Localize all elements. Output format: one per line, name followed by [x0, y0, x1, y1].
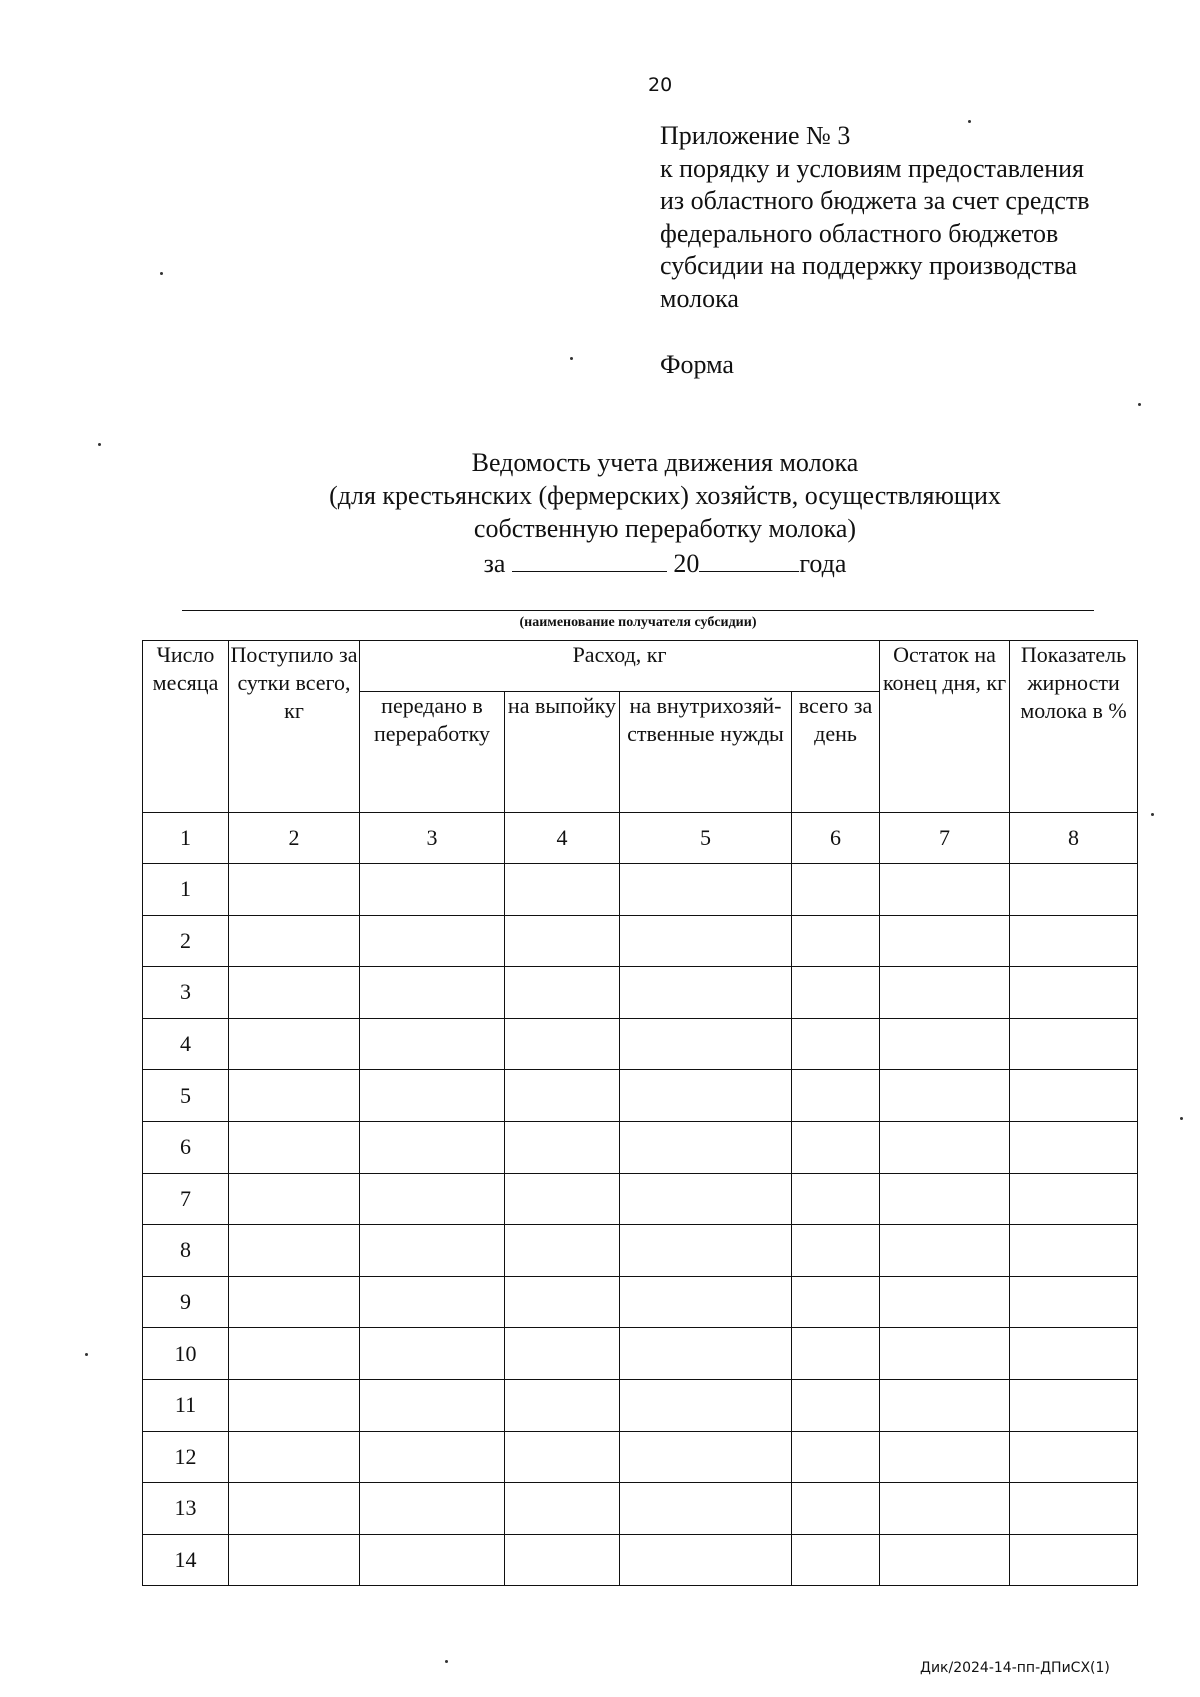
header-balance: Остаток на конец дня, кг — [880, 641, 1010, 813]
entry-cell[interactable] — [880, 1328, 1010, 1380]
column-number: 6 — [792, 813, 880, 864]
entry-cell[interactable] — [792, 1070, 880, 1122]
day-number: 7 — [143, 1173, 229, 1225]
entry-cell[interactable] — [880, 915, 1010, 967]
table-row — [143, 1483, 1138, 1535]
scan-speck — [1151, 813, 1154, 816]
scan-speck — [1180, 1117, 1183, 1120]
entry-cell[interactable] — [1010, 1173, 1138, 1225]
entry-cell[interactable] — [792, 967, 880, 1019]
entry-cell[interactable] — [1010, 1225, 1138, 1277]
entry-cell[interactable] — [360, 1018, 505, 1070]
entry-cell[interactable] — [229, 864, 360, 916]
column-number: 5 — [620, 813, 792, 864]
entry-cell[interactable] — [620, 967, 792, 1019]
entry-cell[interactable] — [792, 1225, 880, 1277]
entry-cell[interactable] — [360, 915, 505, 967]
title-line: (для крестьянских (фермерских) хозяйств, осуществляющих — [329, 481, 1001, 510]
entry-cell[interactable] — [1010, 1018, 1138, 1070]
period-prefix: за — [483, 549, 506, 578]
day-number: 9 — [143, 1276, 229, 1328]
table-row — [143, 1070, 1138, 1122]
entry-cell[interactable] — [880, 1173, 1010, 1225]
day-number: 4 — [143, 1018, 229, 1070]
column-number: 2 — [229, 813, 360, 864]
entry-cell[interactable] — [792, 1379, 880, 1431]
column-number: 4 — [505, 813, 620, 864]
entry-cell[interactable] — [229, 1225, 360, 1277]
day-number: 2 — [143, 915, 229, 967]
table-row — [143, 1534, 1138, 1586]
entry-cell[interactable] — [229, 1121, 360, 1173]
entry-cell[interactable] — [360, 967, 505, 1019]
entry-cell[interactable] — [229, 1483, 360, 1535]
entry-cell[interactable] — [360, 864, 505, 916]
entry-cell[interactable] — [360, 1483, 505, 1535]
header-total-per-day: всего за день — [792, 692, 880, 813]
entry-cell[interactable] — [880, 1483, 1010, 1535]
entry-cell[interactable] — [792, 1483, 880, 1535]
entry-cell[interactable] — [792, 915, 880, 967]
table-row — [143, 1173, 1138, 1225]
document-title — [130, 446, 1200, 580]
milk-movement-table — [142, 640, 1138, 1586]
entry-cell[interactable] — [1010, 1483, 1138, 1535]
day-number: 10 — [143, 1328, 229, 1380]
entry-cell[interactable] — [1010, 864, 1138, 916]
entry-cell[interactable] — [620, 1276, 792, 1328]
day-number: 14 — [143, 1534, 229, 1586]
entry-cell[interactable] — [229, 1173, 360, 1225]
title-line: собственную переработку молока) — [473, 514, 857, 543]
entry-cell[interactable] — [792, 1018, 880, 1070]
form-label: Форма — [660, 350, 734, 379]
entry-cell[interactable] — [229, 1379, 360, 1431]
entry-cell[interactable] — [505, 1276, 620, 1328]
day-number: 5 — [143, 1070, 229, 1122]
header-received: Поступило за сутки всего, кг — [229, 641, 360, 813]
entry-cell[interactable] — [620, 864, 792, 916]
entry-cell[interactable] — [229, 1018, 360, 1070]
table-row — [143, 864, 1138, 916]
entry-cell[interactable] — [505, 967, 620, 1019]
column-number: 3 — [360, 813, 505, 864]
table-row — [143, 1121, 1138, 1173]
entry-cell[interactable] — [229, 915, 360, 967]
table-row — [143, 915, 1138, 967]
appendix-line: к порядку и условиям предоставления — [660, 153, 1085, 183]
appendix-line: субсидии на поддержку производства — [660, 251, 1077, 281]
entry-cell[interactable] — [1010, 967, 1138, 1019]
table-row — [143, 1276, 1138, 1328]
entry-cell[interactable] — [505, 1225, 620, 1277]
table-row — [143, 1018, 1138, 1070]
column-number-row — [143, 813, 1138, 864]
entry-cell[interactable] — [620, 1018, 792, 1070]
entry-cell[interactable] — [620, 1225, 792, 1277]
entry-cell[interactable] — [229, 1328, 360, 1380]
entry-cell[interactable] — [620, 1328, 792, 1380]
period-suffix: года — [799, 549, 847, 578]
page-number: 20 — [648, 74, 673, 96]
entry-cell[interactable] — [792, 1431, 880, 1483]
entry-cell[interactable] — [1010, 1431, 1138, 1483]
entry-cell[interactable] — [1010, 1534, 1138, 1586]
table-row — [143, 1225, 1138, 1277]
column-number: 8 — [1010, 813, 1138, 864]
table-row — [143, 1431, 1138, 1483]
entry-cell[interactable] — [880, 1070, 1010, 1122]
table-row — [143, 1328, 1138, 1380]
scan-speck — [968, 120, 971, 123]
entry-cell[interactable] — [360, 1225, 505, 1277]
entry-cell[interactable] — [360, 1276, 505, 1328]
column-number: 1 — [143, 813, 229, 864]
entry-cell[interactable] — [505, 1328, 620, 1380]
table-row — [143, 967, 1138, 1019]
day-number: 3 — [143, 967, 229, 1019]
entry-cell[interactable] — [792, 1328, 880, 1380]
entry-cell[interactable] — [792, 1121, 880, 1173]
title-line: Ведомость учета движения молока — [471, 448, 859, 477]
entry-cell[interactable] — [620, 1070, 792, 1122]
entry-cell[interactable] — [505, 1173, 620, 1225]
period-month-blank[interactable] — [512, 545, 667, 572]
day-number: 13 — [143, 1483, 229, 1535]
entry-cell[interactable] — [620, 1379, 792, 1431]
header-for-feeding: на выпойку — [505, 692, 620, 813]
header-fat: Показатель жирности молока в % — [1010, 641, 1138, 813]
entry-cell[interactable] — [1010, 915, 1138, 967]
appendix-line: молока — [660, 283, 739, 313]
entry-cell[interactable] — [620, 1431, 792, 1483]
entry-cell[interactable] — [880, 864, 1010, 916]
day-number: 6 — [143, 1121, 229, 1173]
entry-cell[interactable] — [620, 1483, 792, 1535]
entry-cell[interactable] — [1010, 1121, 1138, 1173]
entry-cell[interactable] — [880, 1225, 1010, 1277]
entry-cell[interactable] — [880, 1379, 1010, 1431]
entry-cell[interactable] — [505, 1483, 620, 1535]
header-day: Число месяца — [143, 641, 229, 813]
entry-cell[interactable] — [620, 1173, 792, 1225]
column-number: 7 — [880, 813, 1010, 864]
entry-cell[interactable] — [229, 1534, 360, 1586]
scan-speck — [98, 443, 101, 446]
entry-cell[interactable] — [505, 1018, 620, 1070]
entry-cell[interactable] — [1010, 1379, 1138, 1431]
entry-cell[interactable] — [792, 864, 880, 916]
day-number: 12 — [143, 1431, 229, 1483]
entry-cell[interactable] — [1010, 1276, 1138, 1328]
entry-cell[interactable] — [792, 1276, 880, 1328]
header-internal-needs: на внутрихозяй-ственные нужды — [620, 692, 792, 813]
entry-cell[interactable] — [792, 1534, 880, 1586]
entry-cell[interactable] — [880, 1431, 1010, 1483]
entry-cell[interactable] — [880, 1276, 1010, 1328]
entry-cell[interactable] — [505, 1379, 620, 1431]
day-number: 11 — [143, 1379, 229, 1431]
appendix-line: из областного бюджета за счет средств — [660, 186, 1090, 216]
entry-cell[interactable] — [505, 1121, 620, 1173]
appendix-line: федерального областного бюджетов — [660, 218, 1059, 248]
appendix-heading — [660, 120, 1090, 316]
entry-cell[interactable] — [505, 1534, 620, 1586]
entry-cell[interactable] — [620, 915, 792, 967]
entry-cell[interactable] — [1010, 1070, 1138, 1122]
entry-cell[interactable] — [360, 1328, 505, 1380]
scan-speck — [570, 357, 573, 360]
entry-cell[interactable] — [880, 967, 1010, 1019]
period-year-blank[interactable] — [699, 545, 799, 572]
entry-cell[interactable] — [360, 1431, 505, 1483]
recipient-name-line[interactable] — [182, 610, 1094, 611]
scan-speck — [160, 272, 163, 275]
entry-cell[interactable] — [360, 1070, 505, 1122]
header-to-processing: передано в переработку — [360, 692, 505, 813]
day-number: 8 — [143, 1225, 229, 1277]
entry-cell[interactable] — [880, 1018, 1010, 1070]
entry-cell[interactable] — [620, 1121, 792, 1173]
entry-cell[interactable] — [880, 1121, 1010, 1173]
entry-cell[interactable] — [1010, 1328, 1138, 1380]
scan-speck — [445, 1660, 448, 1663]
entry-cell[interactable] — [505, 864, 620, 916]
entry-cell[interactable] — [360, 1534, 505, 1586]
entry-cell[interactable] — [360, 1173, 505, 1225]
day-number: 1 — [143, 864, 229, 916]
entry-cell[interactable] — [880, 1534, 1010, 1586]
table-row — [143, 1379, 1138, 1431]
period-year-prefix: 20 — [673, 549, 700, 578]
scan-speck — [1138, 403, 1141, 406]
entry-cell[interactable] — [229, 1431, 360, 1483]
document-code: Дик/2024-14-пп-ДПиСХ(1) — [920, 1660, 1110, 1676]
recipient-caption: (наименование получателя субсидии) — [519, 615, 757, 630]
scan-speck — [85, 1353, 88, 1356]
entry-cell[interactable] — [620, 1534, 792, 1586]
entry-cell[interactable] — [229, 1276, 360, 1328]
period-line — [130, 545, 1200, 580]
entry-cell[interactable] — [505, 1431, 620, 1483]
appendix-line: Приложение № 3 — [660, 121, 851, 150]
entry-cell[interactable] — [360, 1379, 505, 1431]
entry-cell[interactable] — [505, 1070, 620, 1122]
entry-cell[interactable] — [505, 915, 620, 967]
entry-cell[interactable] — [360, 1121, 505, 1173]
entry-cell[interactable] — [229, 1070, 360, 1122]
entry-cell[interactable] — [229, 967, 360, 1019]
entry-cell[interactable] — [792, 1173, 880, 1225]
header-expense-group: Расход, кг — [360, 641, 880, 692]
